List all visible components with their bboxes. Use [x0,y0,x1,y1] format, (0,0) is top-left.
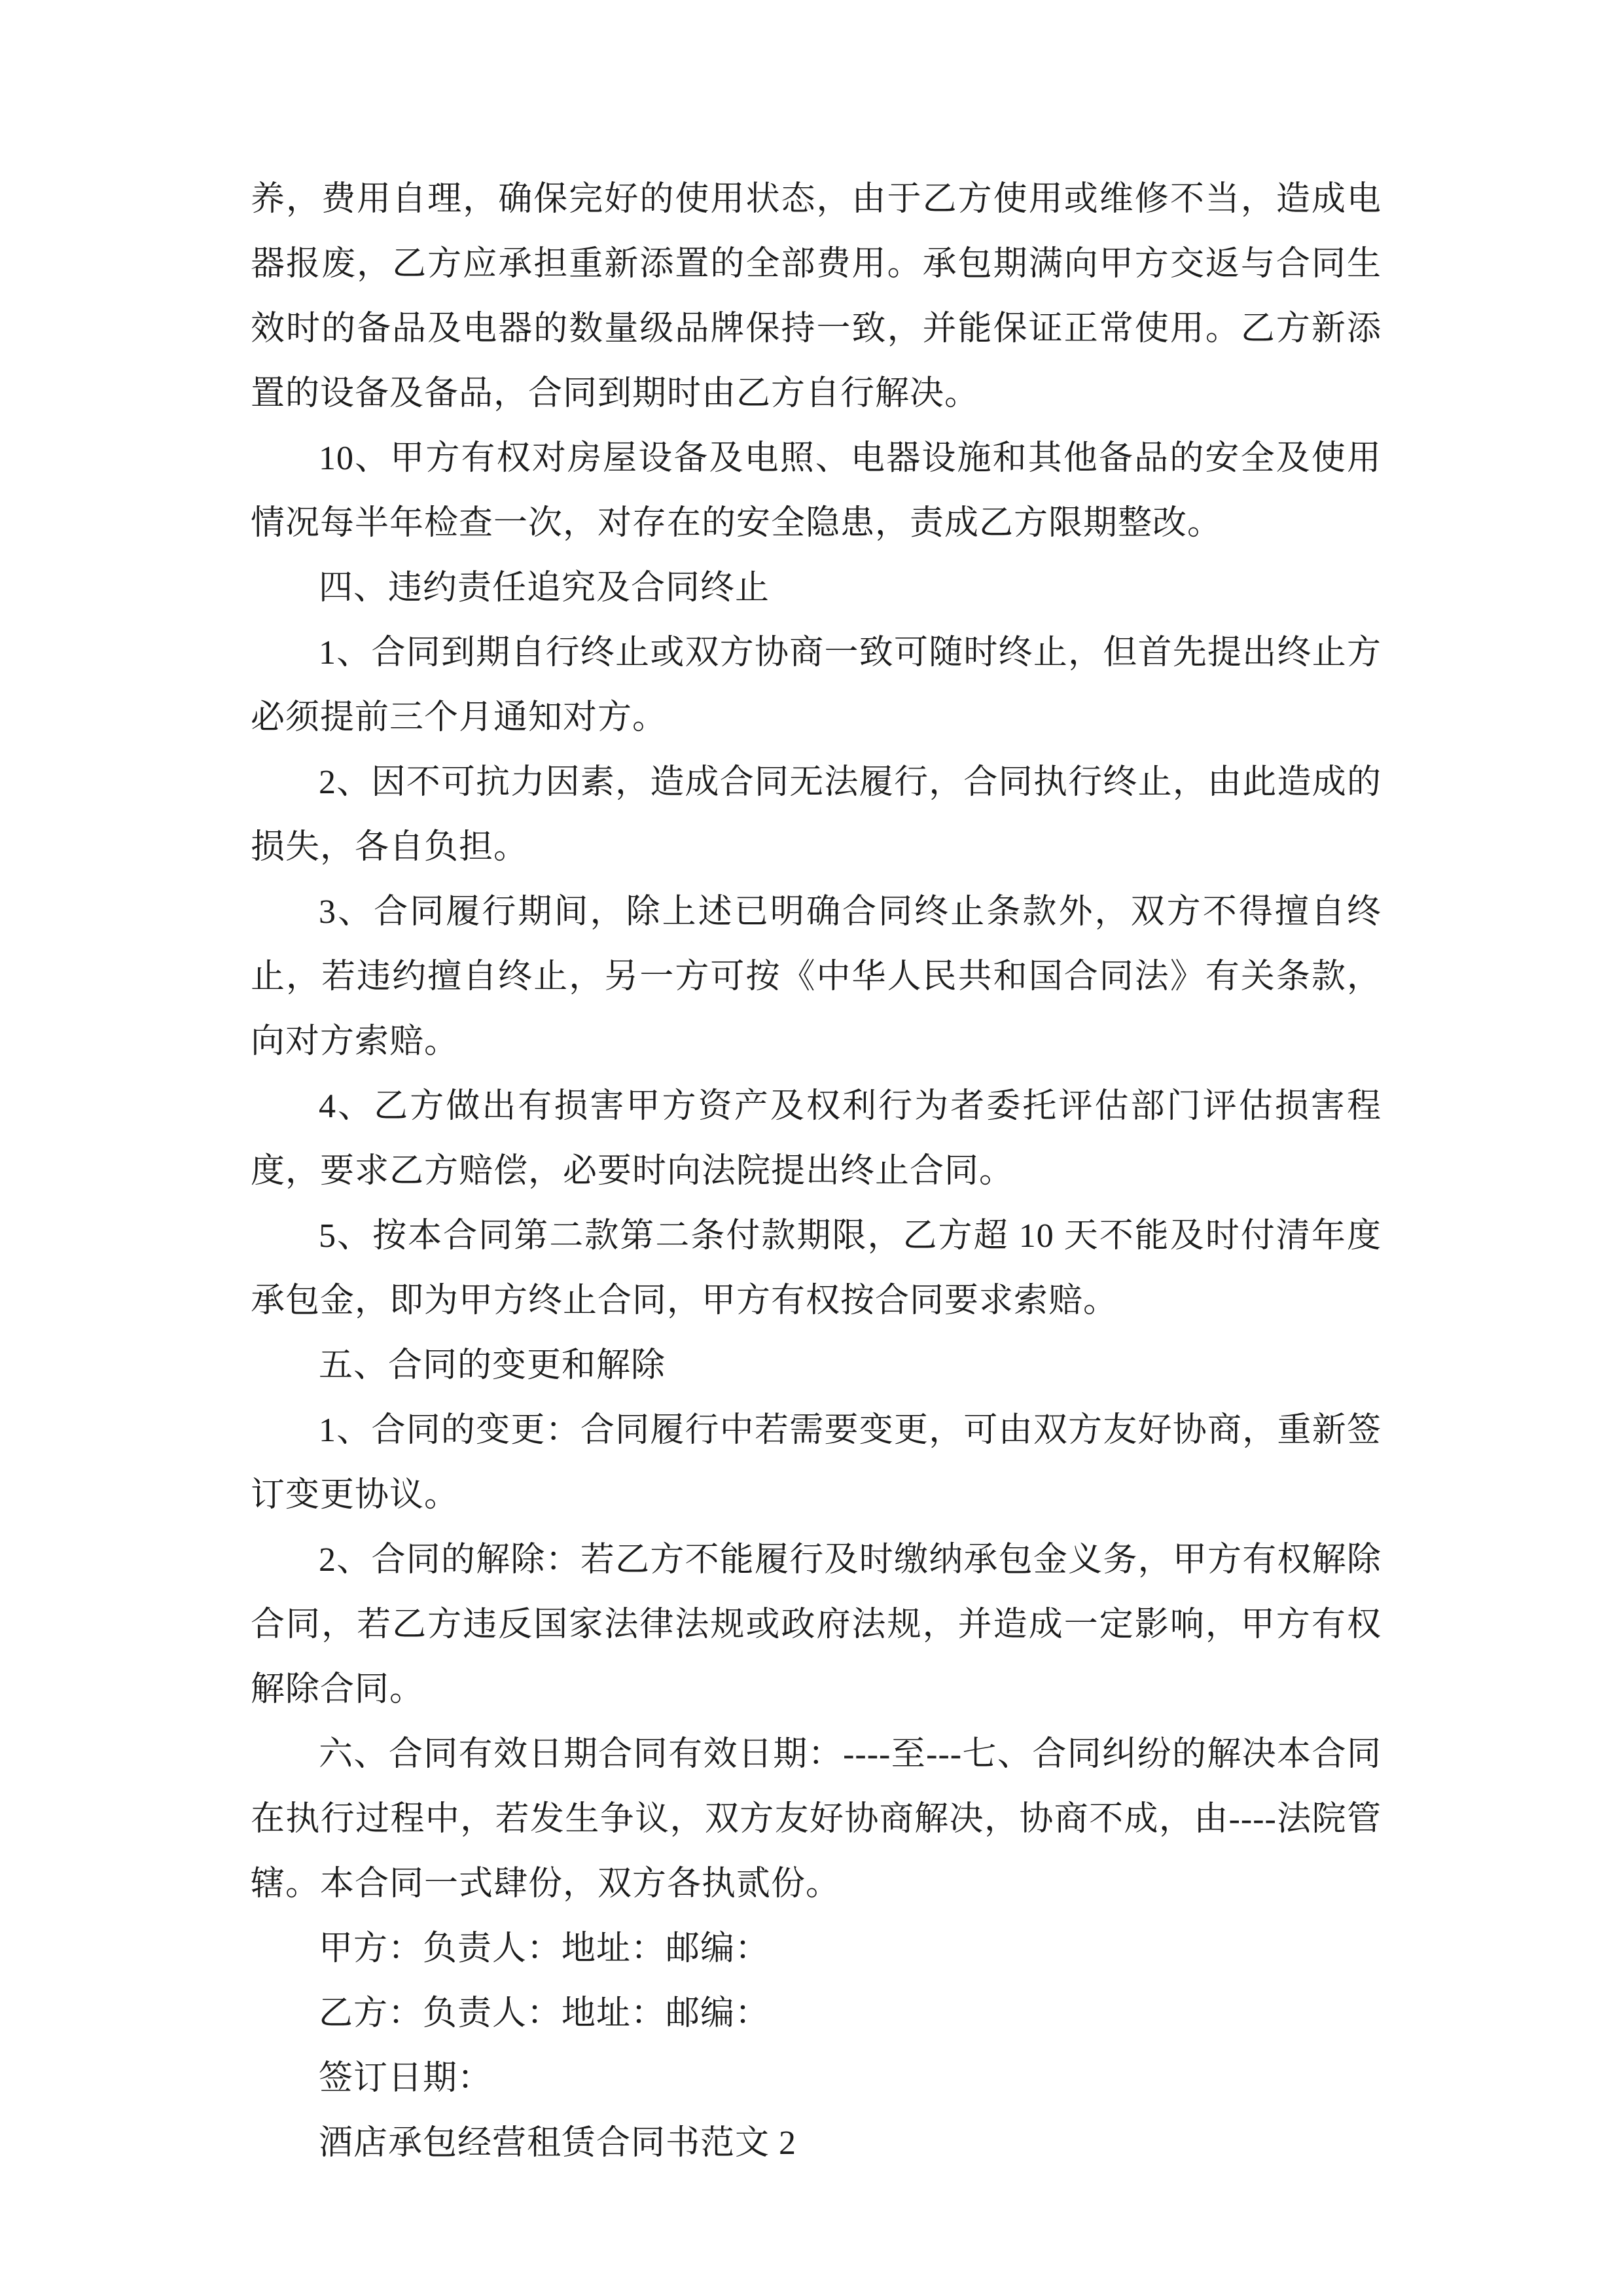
party-b-signature-line: 乙方：负责人：地址：邮编： [319,1995,770,2032]
paragraph-continuation: 养，费用自理，确保完好的使用状态，由于乙方使用或维修不当，造成电器报废，乙方应承担重新添置的全部费用。承包期满向甲方交返与合同生效时的备品及电器的数量级品牌保持一致，并能保证正常使用。乙方新添置的设备及备品，合同到期时由乙方自行解决。 [251,181,1382,412]
paragraph-change-2: 2、合同的解除：若乙方不能履行及时缴纳承包金义务，甲方有权解除合同，若乙方违反国家法律法规或政府法规，并造成一定影响，甲方有权解除合同。 [251,1541,1382,1708]
section-heading-6-7: 六、合同有效日期合同有效日期：----至---七、合同纠纷的解决本合同在执行过程中，若发生争议，双方友好协商解决，协商不成，由----法院管辖。本合同一式肆份，双方各执贰份。 [251,1736,1382,1903]
paragraph-item-2: 2、因不可抗力因素，造成合同无法履行，合同执行终止，由此造成的损失，各自负担。 [251,764,1382,866]
party-a-signature-line: 甲方：负责人：地址：邮编： [319,1930,770,1967]
section-heading-5: 五、合同的变更和解除 [319,1347,666,1384]
paragraph-item-1: 1、合同到期自行终止或双方协商一致可随时终止，但首先提出终止方必须提前三个月通知对方。 [251,634,1382,736]
next-sample-title: 酒店承包经营租赁合同书范文 2 [319,2125,797,2162]
signing-date-line: 签订日期： [319,2060,493,2097]
document-content [251,167,1382,2176]
paragraph-item-4: 4、乙方做出有损害甲方资产及权利行为者委托评估部门评估损害程度，要求乙方赔偿，必要时向法院提出终止合同。 [251,1088,1382,1190]
paragraph-change-1: 1、合同的变更：合同履行中若需要变更，可由双方友好协商，重新签订变更协议。 [251,1412,1382,1514]
paragraph-item-3: 3、合同履行期间，除上述已明确合同终止条款外，双方不得擅自终止，若违约擅自终止，另一方可按《中华人民共和国合同法》有关条款，向对方索赔。 [251,893,1382,1060]
paragraph-item-10: 10、甲方有权对房屋设备及电照、电器设施和其他备品的安全及使用情况每半年检查一次，对存在的安全隐患，责成乙方限期整改。 [251,440,1382,542]
section-heading-4: 四、违约责任追究及合同终止 [319,569,770,607]
paragraph-item-5: 5、按本合同第二款第二条付款期限，乙方超 10 天不能及时付清年度承包金，即为甲方终止合同，甲方有权按合同要求索赔。 [251,1217,1382,1319]
